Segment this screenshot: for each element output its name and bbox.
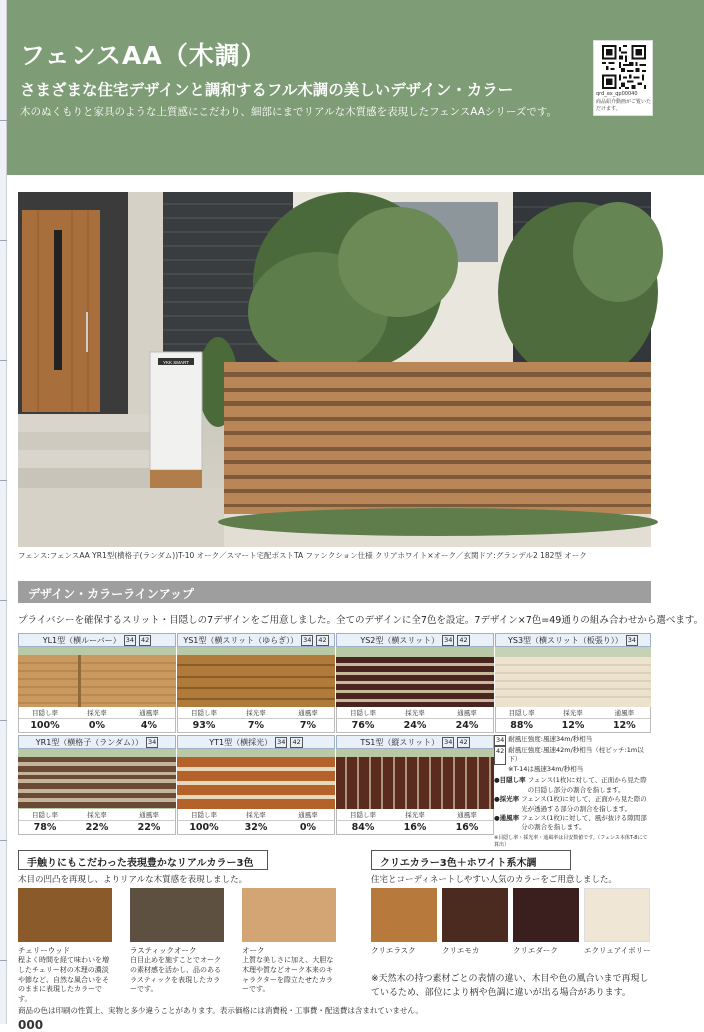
swatch-rustic-oak [130,888,224,942]
hero-illustration [18,192,651,547]
design-card-yr1 [18,735,176,835]
hero-photo [18,192,651,547]
stat-label: 通風率 [282,707,334,719]
design-card-ys3 [495,633,651,733]
lineup-section-title: デザイン・カラーラインアップ [18,581,651,603]
stat-label: 目隠し率 [337,707,389,719]
definition-text: フェンス(1枚)に対して、風が抜ける隙間部分の割合を指します。 [521,813,647,832]
stat-value: 22% [85,822,109,833]
fence-sample-yl1 [18,647,176,707]
swatch-desc: 白目止めを施すことでオークの素材感を活かし、品のあるラスティックを表現したカラーです。 [130,956,221,994]
design-card-header [336,633,494,647]
stat-label: 通風率 [441,809,493,821]
page-subtitle: さまざまな住宅デザインと調和するフル木調の美しいデザイン・カラー [20,81,514,99]
swatch-desc: 程よく時間を経て味わいを増したチェリー材の木理の濃淡や節など、自然な風合いをそのままに表現したカラーです。 [18,956,109,1004]
swatch-clear-dark [513,888,579,942]
wind-badge: 34 [147,737,157,746]
fence-sample-yr1 [18,749,176,809]
wind-badge: 34 [496,736,505,744]
swatch-oak [242,888,336,942]
wind-note: 耐風圧強度:風速42m/秒相当（柱ピッチ:1m以下） [508,746,644,764]
stat-value: 22% [137,822,161,833]
stat-value: 0% [299,822,317,833]
swatch-desc: 上質な美しさに加え、大胆な木理や質などオーク本来のキャラクターを際立たせたカラーです。 [242,956,334,994]
design-card-header [177,633,335,647]
stat-label: 目隠し率 [178,809,230,821]
definition-term: ●通風率 [494,813,520,822]
wind-badge: 42 [318,635,327,644]
stat-value: 12% [561,720,585,731]
wind-badge: 42 [494,746,506,765]
lineup-notes [494,735,651,849]
wind-note: 耐風圧強度:風速34m/秒相当 [508,735,593,743]
page-header [7,0,704,175]
stat-value: 78% [33,822,57,833]
swatch-name: クリエダーク [513,946,558,955]
fence-sample-yt1 [177,749,335,809]
swatch-name: チェリーウッド [18,946,71,955]
design-card-header [18,735,176,749]
wind-badge: 42 [459,737,468,746]
design-card-ts1 [336,735,494,835]
wind-badge: 34 [125,635,135,644]
stat-label: 採光率 [389,809,441,821]
stat-value: 16% [403,822,427,833]
wind-note-sub: ※T-14は風速34m/秒相当 [508,764,584,773]
stat-value: 76% [351,720,375,731]
page-lead: 木のぬくもりと家具のような上質感にこだわり、細部にまでリアルな木質感を表現したフェンスAAシリーズです。 [20,106,558,118]
design-card-header [336,735,494,749]
stat-value: 100% [30,720,60,731]
stat-label: 採光率 [230,707,282,719]
stat-label: 通風率 [282,809,334,821]
swatch-clear-mocha [442,888,508,942]
stat-value: 24% [403,720,427,731]
swatch-ecru-ivory [584,888,650,942]
stat-label: 目隠し率 [337,809,389,821]
wind-badge: 42 [292,737,301,746]
swatch-name: エクリュアイボリー [584,946,651,955]
qr-code-icon[interactable] [602,45,646,89]
design-name: YR1型（横格子（ランダム）） [35,737,143,747]
stat-label: 目隠し率 [178,707,230,719]
stat-value: 16% [455,822,479,833]
wind-badge: 34 [303,635,312,644]
design-lineup-grid [18,633,651,849]
stat-label: 採光率 [230,809,282,821]
stat-value: 32% [244,822,268,833]
real-colors-title: 手触りにもこだわった表現豊かなリアルカラー3色 [18,850,268,870]
stat-value: 100% [189,822,219,833]
stat-value: 4% [140,720,158,731]
stat-label: 通風率 [123,707,175,719]
swatch-name: クリエモカ [442,946,480,955]
fence-sample-ts1 [336,749,494,809]
stat-label: 通風率 [599,707,650,719]
stat-value: 84% [351,822,375,833]
stat-value: 12% [612,720,636,731]
definition-term: ●採光率 [494,795,520,804]
stat-value: 7% [299,720,317,731]
swatch-name: ラスティックオーク [130,946,197,955]
design-name: YL1型（横ルーバー） [42,635,121,645]
fence-sample-ys1 [177,647,335,707]
stat-value: 0% [88,720,106,731]
wind-badge: 34 [444,737,453,746]
wind-badge: 34 [444,635,453,644]
real-colors-desc: 木目の凹凸を再現し、よりリアルな木質感を表現しました。 [18,875,248,885]
swatch-clear-rusk [371,888,437,942]
design-name: TS1型（縦スリット） [360,737,440,747]
design-card-header [177,735,335,749]
definition-term: ●目隠し率 [494,776,526,785]
design-card-ys1 [177,633,335,733]
stat-label: 目隠し率 [19,707,71,719]
design-name: YS3型（横スリット（板張り）） [507,635,623,645]
stat-label: 目隠し率 [19,809,71,821]
stat-label: 目隠し率 [496,707,547,719]
stat-label: 採光率 [389,707,441,719]
stat-label: 採光率 [71,809,123,821]
design-name: YS2型（横スリット） [360,635,440,645]
lineup-intro: プライバシーを確保するスリット・目隠しの7デザインをご用意しました。全てのデザインに全7色を設定。7デザイン×7色=49通りの組み合わせから選べます。 [18,615,704,626]
definition-text: フェンス(1枚)に対して、正面から見た際の光が透過する部分の割合を指します。 [521,795,647,813]
qr-code-box[interactable] [593,40,653,116]
fence-sample-ys2 [336,647,494,707]
clear-colors-desc: 住宅とコーディネートしやすい人気のカラーをご用意しました。 [371,875,617,885]
clear-colors-note: ※天然木の持つ素材ごとの表情の違い、木目や色の風合いまで再現しているため、部位により柄や色調に違いが出る場合があります。 [371,974,649,999]
swatch-cherry-wood [18,888,112,942]
qr-code-id: qrd_ex_qp00040 [596,91,638,97]
fence-sample-ys3 [495,647,651,707]
footer-note: 商品の色は印刷の性質上、実物と多少違うことがあります。表示価格には消費税・工事費・配送費は含まれていません。 [18,1006,423,1015]
page-number: 000 [18,1018,44,1032]
swatch-name: オーク [242,946,265,955]
wind-badge: 42 [141,635,150,644]
stat-label: 採光率 [71,707,123,719]
qr-code-note: 商品紹介動画がご覧いただけます。 [596,99,652,112]
design-card-header [18,633,176,647]
design-card-yt1 [177,735,335,835]
wind-badge: 34 [627,635,636,644]
stat-label: 通風率 [123,809,175,821]
post-label: YKK SMART [163,360,189,365]
design-name: YT1型（横採光） [209,737,273,747]
design-name: YS1型（横スリット（ゆらぎ）） [183,635,299,645]
hero-caption: フェンス:フェンスAA YR1型(横格子(ランダム))T-10 オーク／スマート宅配ポストTA ファンクション仕様 クリアホワイト×オーク／玄関ドア:グランデル2 182型 オーク [18,551,587,560]
stat-value: 88% [510,720,534,731]
page-binding-strip [0,0,7,1024]
design-card-header [495,633,651,647]
page-title: フェンスAA（木調） [20,41,267,70]
wind-badge: 34 [277,737,286,746]
definition-text: フェンス(1枚)に対して、正面から見た際の目隠し部分の割合を指します。 [527,776,647,794]
stat-value: 7% [247,720,265,731]
swatch-name: クリエラスク [371,946,416,955]
stat-label: 採光率 [547,707,598,719]
design-card-ys2 [336,633,494,733]
stat-value: 93% [192,720,216,731]
lineup-footnote: ※目隠し率・採光率・通風率は目安数値です。（フェンス本体T-8にて算出） [494,834,648,849]
design-card-yl1 [18,633,176,733]
stat-value: 24% [455,720,479,731]
clear-colors-title: クリエカラー3色＋ホワイト系木調 [371,850,571,870]
wind-badge: 42 [459,635,468,644]
stat-label: 通風率 [441,707,493,719]
